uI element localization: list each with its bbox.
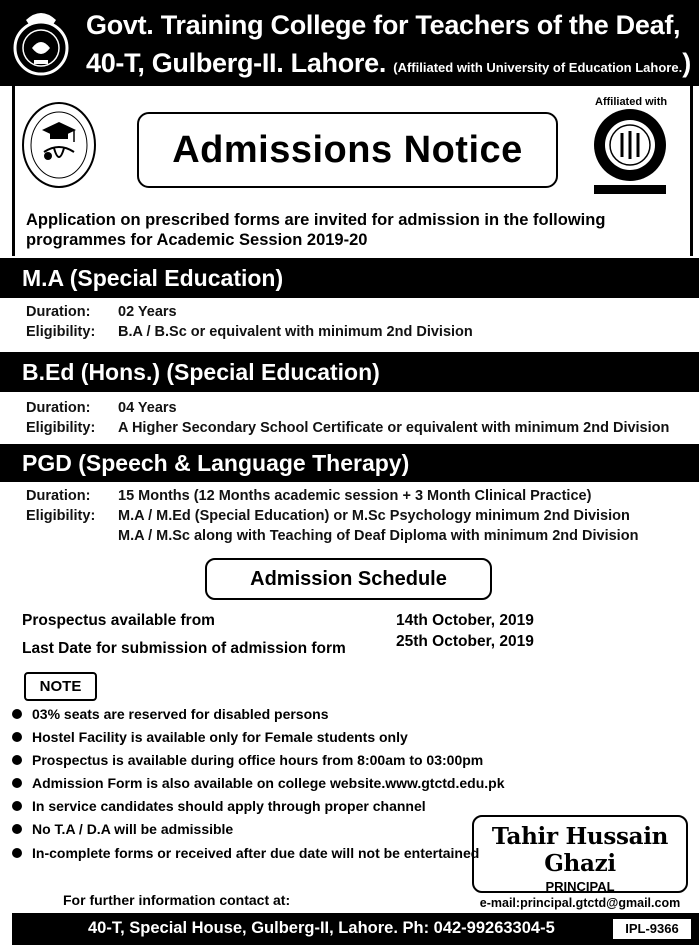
duration-value: 15 Months (12 Months academic session + 3 Month Clinical Practice) [118,488,592,504]
bullet-icon [12,801,22,811]
principal-name: Tahir Hussain Ghazi [491,823,669,877]
bullet-icon [12,709,22,719]
note-item-text: In-complete forms or received after due date will not be entertained [32,845,480,861]
list-item [12,798,426,814]
list-item [12,821,233,837]
note-item-text: Admission Form is also available on college website.www.gtctd.edu.pk [32,775,505,791]
affiliation-note: (Affiliated with University of Education Lahore. [393,60,683,75]
college-address-text: 40-T, Gulberg-II. Lahore. [86,48,387,78]
note-item-text: 03% seats are reserved for disabled persons [32,706,329,722]
footer-address: 40-T, Special House, Gulberg-II, Lahore. Ph: 042-99263304-5 [88,919,555,937]
admissions-notice-box [137,112,558,188]
schedule-title: Admission Schedule [250,567,447,590]
eligibility-value-2: M.A / M.Sc along with Teaching of Deaf Diploma with minimum 2nd Division [118,528,639,544]
program-title-ma: M.A (Special Education) [0,258,699,298]
principal-title: PRINCIPAL [545,879,615,894]
note-box [24,672,97,701]
intro-text: Application on prescribed forms are invited for admission in the following programmes for Academic Session 2019-20 [26,211,606,249]
eligibility-label: Eligibility: [26,324,96,340]
program-title-bed: B.Ed (Hons.) (Special Education) [0,352,699,392]
college-address [86,48,691,79]
university-seal-icon [580,93,680,198]
notice-title: Admissions Notice [172,128,523,171]
eligibility-label: Eligibility: [26,508,96,524]
affiliation-close: ) [682,48,691,78]
principal-signature-box [472,815,688,910]
punjab-emblem-icon [12,8,70,78]
note-item-text: Hostel Facility is available only for Female students only [32,729,408,745]
list-item [12,729,408,745]
list-item [12,775,504,791]
footer-bar [12,913,699,945]
bullet-icon [12,824,22,834]
list-item [12,845,479,861]
schedule-label: Last Date for submission of admission form [22,640,346,657]
list-item [12,752,483,768]
duration-value: 02 Years [118,304,177,320]
duration-label: Duration: [26,400,91,416]
eligibility-value: B.A / B.Sc or equivalent with minimum 2nd Division [118,324,473,340]
header-bar [0,0,699,86]
duration-label: Duration: [26,304,91,320]
eligibility-label: Eligibility: [26,420,96,436]
eligibility-value: A Higher Secondary School Certificate or equivalent with minimum 2nd Division [118,420,670,436]
frame-right [690,86,693,256]
schedule-date: 25th October, 2019 [396,633,534,650]
college-seal-icon [20,100,98,190]
college-name: Govt. Training College for Teachers of the Deaf, [86,10,681,40]
affiliated-with-label: Affiliated with [595,96,668,108]
schedule-date: 14th October, 2019 [396,612,534,629]
bullet-icon [12,732,22,742]
principal-email: e-mail:principal.gtctd@gmail.com [479,896,681,910]
duration-label: Duration: [26,488,91,504]
frame-left [12,86,15,256]
eligibility-value: M.A / M.Ed (Special Education) or M.Sc Psychology minimum 2nd Division [118,508,630,524]
note-title: NOTE [39,678,82,695]
note-item-text: In service candidates should apply through proper channel [32,798,426,814]
bullet-icon [12,755,22,765]
list-item [12,706,328,722]
schedule-label: Prospectus available from [22,612,215,629]
contact-label: For further information contact at: [63,892,291,908]
bullet-icon [12,848,22,858]
admission-schedule-box [205,558,492,600]
note-item-text: No T.A / D.A will be admissible [32,821,234,837]
bullet-icon [12,778,22,788]
program-title-pgd: PGD (Speech & Language Therapy) [0,444,699,482]
ipl-code: IPL-9366 [612,918,692,940]
note-item-text: Prospectus is available during office hours from 8:00am to 03:00pm [32,752,484,768]
duration-value: 04 Years [118,400,177,416]
